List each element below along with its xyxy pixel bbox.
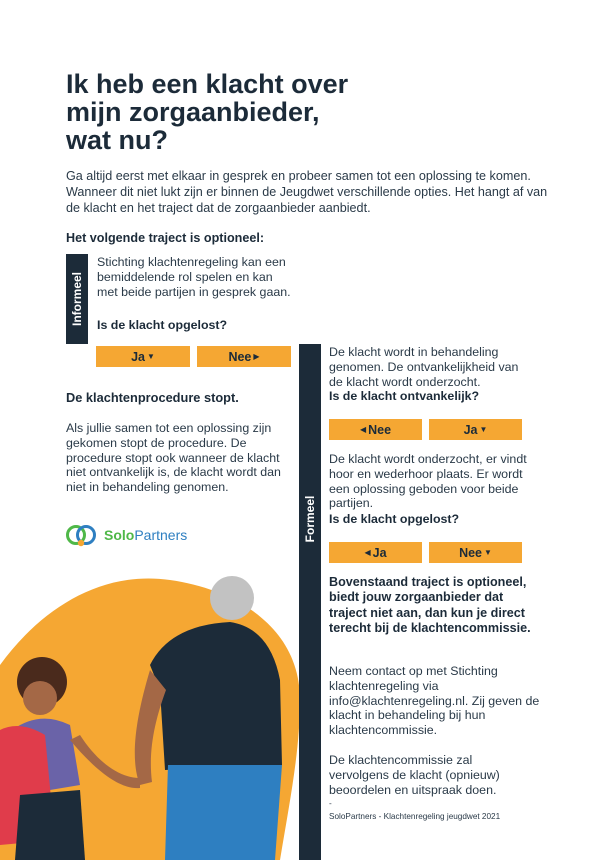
formeel-label: Formeel: [303, 495, 317, 543]
arrow-left-icon: ◀: [364, 548, 371, 557]
arrow-right-icon: ▶: [253, 352, 260, 361]
solopartners-logo: [66, 523, 196, 549]
arrow-left-icon: ◀: [359, 425, 367, 434]
footer-credit: SoloPartners - Klachtenregeling jeugdwet 2021: [329, 812, 501, 821]
formeel-bar: [299, 344, 321, 860]
informeel-no-button[interactable]: Nee ▶: [197, 346, 291, 367]
informeel-label: Informeel: [70, 272, 84, 327]
formeel-step2-text: De klacht wordt onderzocht, er vindt hoor en wederhoor plaats. Er wordt een oplossing geboden voor beide partijen.: [329, 452, 527, 511]
people-illustration: [0, 570, 300, 860]
stop-heading: De klachtenprocedure stopt.: [66, 390, 239, 405]
footer-dash: -: [329, 799, 332, 808]
optional-note: Bovenstaand traject is optioneel, biedt jouw zorgaanbieder dat traject niet aan, dan kun je direct terecht bij de klachtencommissie.: [329, 575, 531, 636]
page-title: Ik heb een klacht over mijn zorgaanbieder, wat nu?: [66, 69, 349, 155]
logo-partners-text: Partners: [134, 527, 188, 543]
logo-mark-icon: [66, 523, 100, 549]
step2-yes-button[interactable]: ◀ Ja: [329, 542, 422, 563]
informeel-question: Is de klacht opgelost?: [97, 318, 228, 332]
contact-text: Neem contact op met Stichting klachtenregeling via info@klachtenregeling.nl. Zij geven de klacht in behandeling bij hun klachtencommissie.: [329, 664, 540, 738]
formeel-step1-question: Is de klacht ontvankelijk?: [329, 389, 480, 403]
arrow-down-icon: ▼: [146, 352, 155, 361]
informeel-yes-button[interactable]: Ja ▼: [96, 346, 190, 367]
step1-yes-button[interactable]: Ja ▼: [429, 419, 522, 440]
formeel-step1-text: De klacht wordt in behandeling genomen. De ontvankelijkheid van de klacht wordt onderzocht.: [329, 345, 519, 389]
final-text: De klachtencommissie zal vervolgens de klacht (opnieuw) beoordelen en uitspraak doen.: [329, 753, 500, 797]
step1-no-button[interactable]: ◀ Nee: [329, 419, 422, 440]
arrow-down-icon: ▼: [484, 548, 492, 557]
step2-no-button[interactable]: Nee ▼: [429, 542, 522, 563]
logo-solo-text: Solo: [104, 527, 135, 543]
intro-text: Ga altijd eerst met elkaar in gesprek en probeer samen tot een oplossing te komen. Wanneer dit niet lukt zijn er binnen de Jeugdwet verschillende opties. Het hangt af van de klacht en het traject dat de zorgaanbieder aanbiedt.: [66, 169, 548, 215]
arrow-down-icon: ▼: [479, 425, 488, 434]
informeel-text: Stichting klachtenregeling kan een bemiddelende rol spelen en kan met beide partijen in gesprek gaan.: [97, 255, 291, 299]
optional-subhead: Het volgende traject is optioneel:: [66, 231, 265, 245]
stop-text: Als jullie samen tot een oplossing zijn gekomen stopt de procedure. De procedure stopt ook wanneer de klacht niet ontvankelijk is, de klacht wordt dan niet in behandeling genomen.: [66, 421, 281, 495]
formeel-step2-question: Is de klacht opgelost?: [329, 512, 460, 526]
